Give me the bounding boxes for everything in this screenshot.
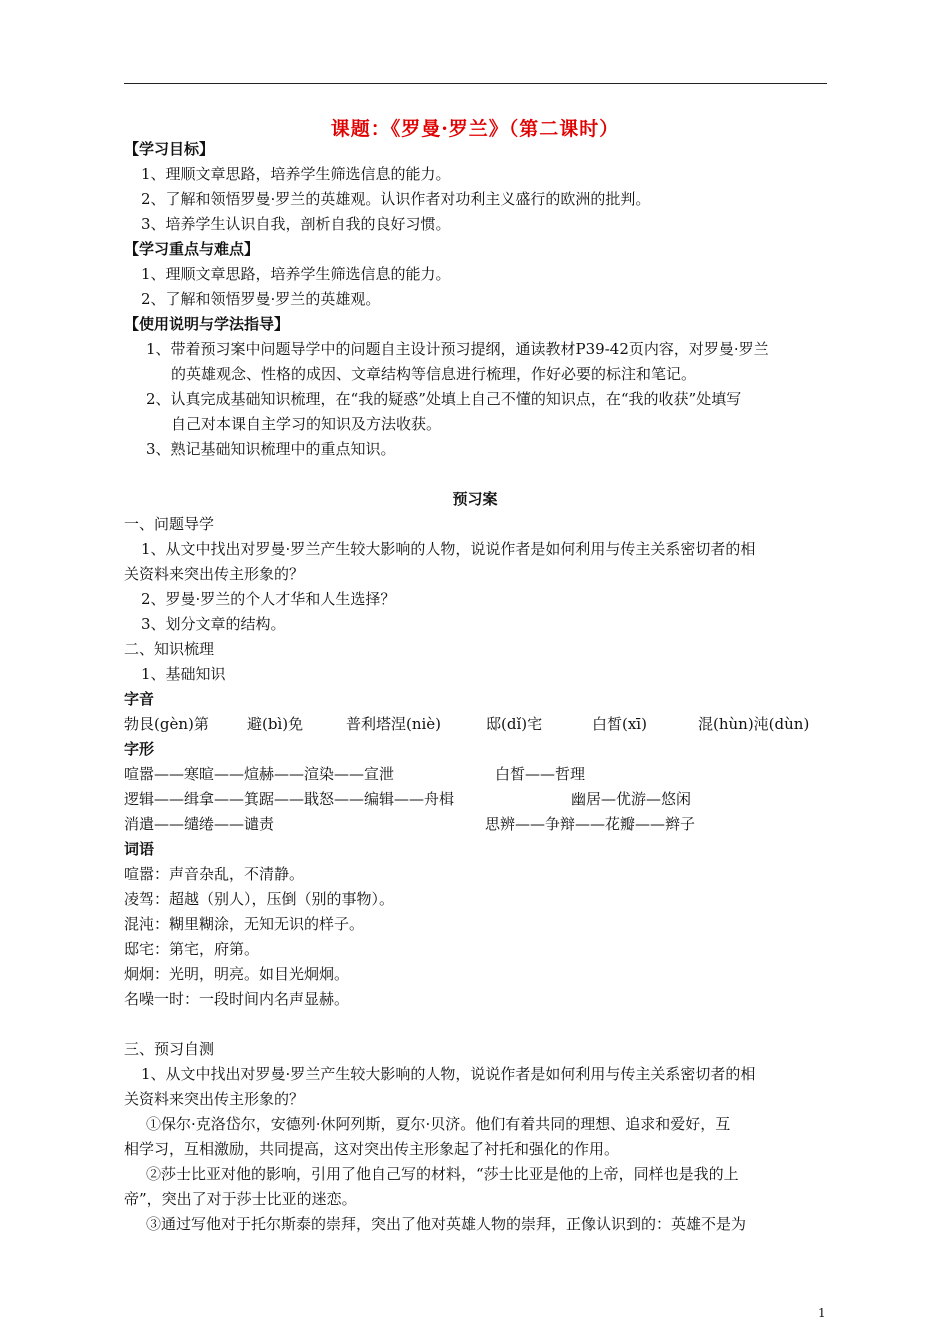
pronunciation-label: 字音 — [124, 690, 155, 708]
pronunciation-item: 避(bì)免 — [247, 715, 304, 733]
header-rule — [124, 83, 827, 84]
key-points-heading: 【学习重点与难点】 — [124, 240, 260, 258]
page-number: 1 — [818, 1306, 826, 1320]
questions-heading: 一、问题导学 — [124, 515, 215, 533]
words-label: 词语 — [124, 840, 155, 858]
shape-item: 幽居—优游—悠闲 — [571, 790, 692, 808]
objectives-heading: 【学习目标】 — [124, 140, 215, 158]
objective-item: 2、了解和领悟罗曼·罗兰的英雄观。认识作者对功利主义盛行的欧洲的批判。 — [141, 190, 651, 208]
key-point-item: 1、理顺文章思路，培养学生筛选信息的能力。 — [141, 265, 451, 283]
question-line: 2、罗曼·罗兰的个人才华和人生选择？ — [141, 590, 396, 608]
selftest-line: 帝”，突出了对于莎士比亚的迷恋。 — [124, 1190, 357, 1208]
pronunciation-item: 勃艮(gèn)第 — [124, 715, 209, 733]
selftest-line: 相学习，互相激励，共同提高，这对突出传主形象起了衬托和强化的作用。 — [124, 1140, 620, 1158]
word-entry: 喧嚣：声音杂乱，不清静。 — [124, 865, 305, 883]
knowledge-sub: 1、基础知识 — [141, 665, 226, 683]
shape-item: 白皙——哲理 — [495, 765, 586, 783]
objective-item: 1、理顺文章思路，培养学生筛选信息的能力。 — [141, 165, 451, 183]
question-line: 关资料来突出传主形象的？ — [124, 565, 305, 583]
guide-heading: 【使用说明与学法指导】 — [124, 315, 290, 333]
shape-item: 逻辑——缉拿——箕踞——戢怒——编辑——舟楫 — [124, 790, 455, 808]
guide-line: 自己对本课自主学习的知识及方法收获。 — [171, 415, 442, 433]
selftest-line: ①保尔·克洛岱尔，安德列·休阿列斯，夏尔·贝济。他们有着共同的理想、追求和爱好，互 — [146, 1115, 731, 1133]
word-entry: 混沌：糊里糊涂，无知无识的样子。 — [124, 915, 365, 933]
selftest-line: 1、从文中找出对罗曼·罗兰产生较大影响的人物，说说作者是如何利用与传主关系密切者的相 — [141, 1065, 756, 1083]
shape-item: 消遣——缱绻——谴责 — [124, 815, 275, 833]
knowledge-heading: 二、知识梳理 — [124, 640, 215, 658]
word-entry: 邸宅：第宅，府第。 — [124, 940, 260, 958]
word-entry: 炯炯：光明，明亮。如目光炯炯。 — [124, 965, 350, 983]
selftest-line: ③通过写他对于托尔斯泰的崇拜，突出了他对英雄人物的崇拜，正像认识到的：英雄不是为 — [146, 1215, 747, 1233]
shape-item: 思辨——争辩——花瓣——辫子 — [485, 815, 696, 833]
question-line: 1、从文中找出对罗曼·罗兰产生较大影响的人物，说说作者是如何利用与传主关系密切者的相 — [141, 540, 756, 558]
word-entry: 名噪一时：一段时间内名声显赫。 — [124, 990, 350, 1008]
guide-line: 1、带着预习案中问题导学中的问题自主设计预习提纲，通读教材P39-42页内容，对罗曼·罗兰 — [146, 340, 769, 358]
guide-line: 的英雄观念、性格的成因、文章结构等信息进行梳理，作好必要的标注和笔记。 — [171, 365, 697, 383]
pronunciation-item: 普利塔涅(niè) — [346, 715, 442, 733]
word-entry: 凌驾：超越（别人），压倒（别的事物）。 — [124, 890, 395, 908]
guide-line: 3、熟记基础知识梳理中的重点知识。 — [146, 440, 396, 458]
page-title: 课题：《罗曼·罗兰》（第二课时） — [330, 118, 620, 140]
pronunciation-item: 混(hùn)沌(dùn) — [698, 715, 810, 733]
selftest-heading: 三、预习自测 — [124, 1040, 215, 1058]
question-line: 3、划分文章的结构。 — [141, 615, 286, 633]
objective-item: 3、培养学生认识自我，剖析自我的良好习惯。 — [141, 215, 451, 233]
key-point-item: 2、了解和领悟罗曼·罗兰的英雄观。 — [141, 290, 381, 308]
shape-label: 字形 — [124, 740, 155, 758]
guide-line: 2、认真完成基础知识梳理，在“我的疑惑”处填上自己不懂的知识点，在“我的收获”处填写 — [146, 390, 742, 408]
pronunciation-item: 白皙(xī) — [592, 715, 647, 733]
selftest-line: 关资料来突出传主形象的？ — [124, 1090, 305, 1108]
shape-item: 喧嚣——寒暄——煊赫——渲染——宣泄 — [124, 765, 395, 783]
pronunciation-item: 邸(dǐ)宅 — [486, 715, 543, 733]
preview-heading: 预习案 — [452, 490, 498, 508]
selftest-line: ②莎士比亚对他的影响，引用了他自己写的材料，“莎士比亚是他的上帝，同样也是我的上 — [146, 1165, 739, 1183]
